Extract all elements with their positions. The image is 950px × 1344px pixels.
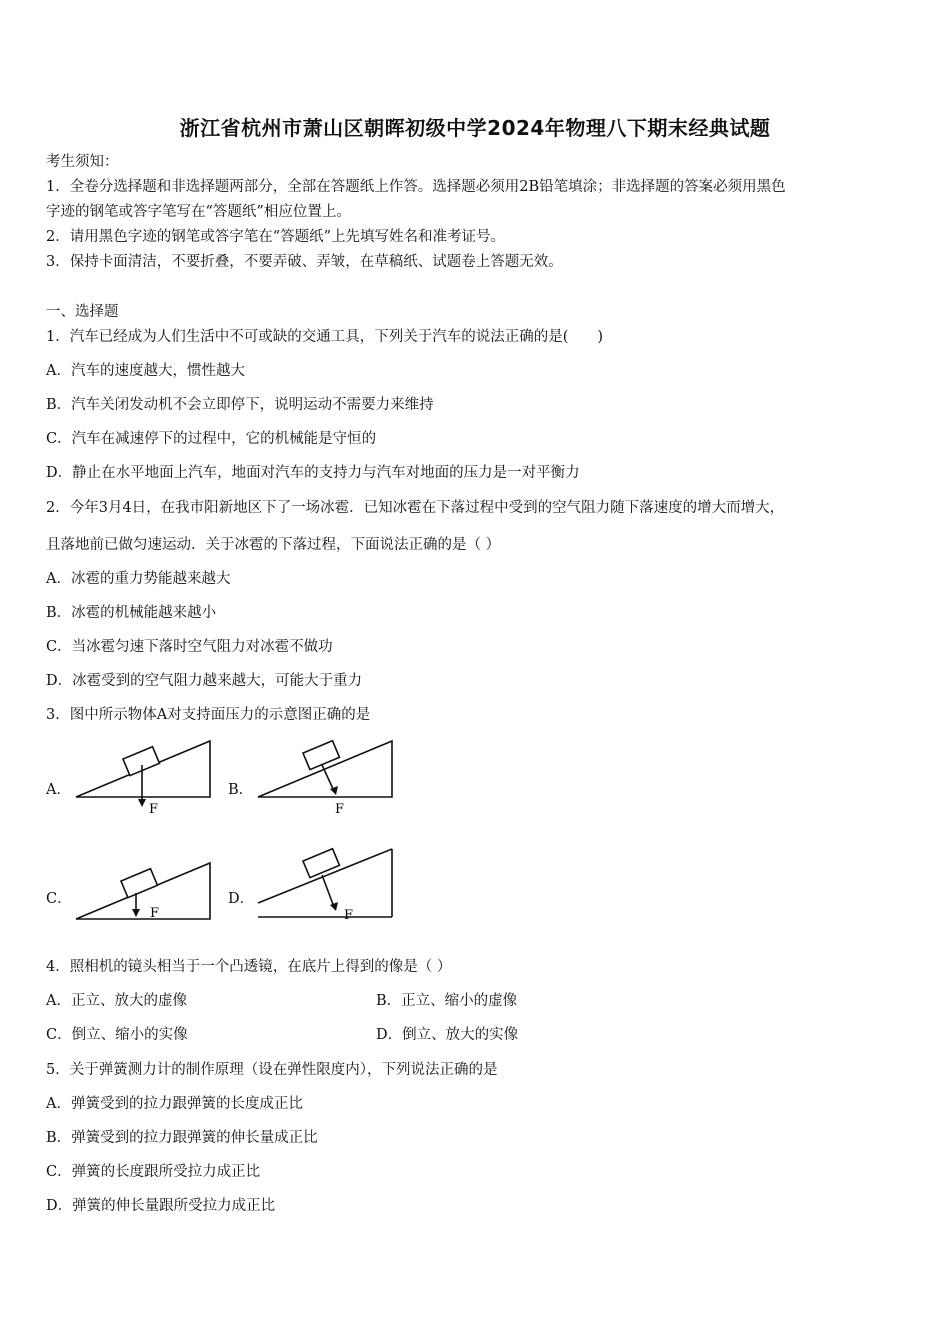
q3-label-b: B． (228, 782, 254, 798)
notice-line-2: 字迹的钢笔或答字笔写在“答题纸”相应位置上。 (46, 204, 351, 220)
q2-stem-line-1: 2．今年3月4日，在我市阳新地区下了一场冰雹．已知冰雹在下落过程中受到的空气阻力随下落速度的增大而增大， (46, 500, 785, 516)
q5-option-c: C．弹簧的长度跟所受拉力成正比 (46, 1164, 261, 1180)
q4-stem: 4．照相机的镜头相当于一个凸透镜，在底片上得到的像是（ ） (46, 959, 452, 975)
q4-option-c: C．倒立、缩小的实像 (46, 1027, 188, 1043)
q3-diagram-c (70, 855, 215, 930)
q3-diagram-b (252, 735, 397, 820)
q3-label-d: D． (228, 891, 255, 907)
q1-option-d: D．静止在水平地面上汽车，地面对汽车的支持力与汽车对地面的压力是一对平衡力 (46, 465, 580, 481)
q5-option-a: A．弹簧受到的拉力跟弹簧的长度成正比 (46, 1096, 303, 1112)
section-heading: 一、选择题 (46, 304, 119, 320)
q1-option-a: A．汽车的速度越大，惯性越大 (46, 363, 245, 379)
q3-diagram-a (70, 735, 215, 820)
q5-stem: 5．关于弹簧测力计的制作原理（设在弹性限度内），下列说法正确的是 (46, 1062, 498, 1078)
q4-option-a: A．正立、放大的虚像 (46, 993, 187, 1009)
q2-option-a: A．冰雹的重力势能越来越大 (46, 571, 231, 587)
page-title: 浙江省杭州市萧山区朝晖初级中学2024年物理八下期末经典试题 (179, 116, 771, 140)
q1-stem: 1．汽车已经成为人们生活中不可或缺的交通工具，下列关于汽车的说法正确的是( ) (46, 329, 604, 345)
notice-line-1: 1．全卷分选择题和非选择题两部分，全部在答题纸上作答。选择题必须用2B铅笔填涂；非选择题的答案必须用黑色 (46, 179, 786, 195)
q3-diagram-d (252, 845, 397, 930)
q4-option-b: B．正立、缩小的虚像 (376, 993, 518, 1009)
q2-option-c: C．当冰雹匀速下落时空气阻力对冰雹不做功 (46, 639, 333, 655)
q3-diagram-b-force-label: F (335, 802, 345, 817)
q1-option-c: C．汽车在减速停下的过程中，它的机械能是守恒的 (46, 431, 377, 447)
notice-heading: 考生须知： (46, 154, 119, 170)
notice-line-3: 2．请用黑色字迹的钢笔或答字笔在“答题纸”上先填写姓名和准考证号。 (46, 229, 506, 245)
q2-option-d: D．冰雹受到的空气阻力越来越大，可能大于重力 (46, 673, 363, 689)
q3-label-c: C． (46, 891, 72, 907)
q5-option-d: D．弹簧的伸长量跟所受拉力成正比 (46, 1198, 276, 1214)
q4-option-d: D．倒立、放大的实像 (376, 1027, 519, 1043)
q2-stem-line-2: 且落地前已做匀速运动．关于冰雹的下落过程，下面说法正确的是（ ） (46, 537, 501, 553)
notice-line-4: 3．保持卡面清洁，不要折叠，不要弄破、弄皱，在草稿纸、试题卷上答题无效。 (46, 254, 563, 270)
q3-diagram-a-force-label: F (149, 802, 159, 817)
q3-stem: 3．图中所示物体A对支持面压力的示意图正确的是 (46, 707, 371, 723)
q3-diagram-d-force-label: F (344, 908, 354, 923)
q1-option-b: B．汽车关闭发动机不会立即停下，说明运动不需要力来维持 (46, 397, 434, 413)
q3-label-a: A． (46, 782, 71, 798)
q5-option-b: B．弹簧受到的拉力跟弹簧的伸长量成正比 (46, 1130, 318, 1146)
q2-option-b: B．冰雹的机械能越来越小 (46, 605, 217, 621)
q3-diagram-c-force-label: F (150, 906, 160, 921)
